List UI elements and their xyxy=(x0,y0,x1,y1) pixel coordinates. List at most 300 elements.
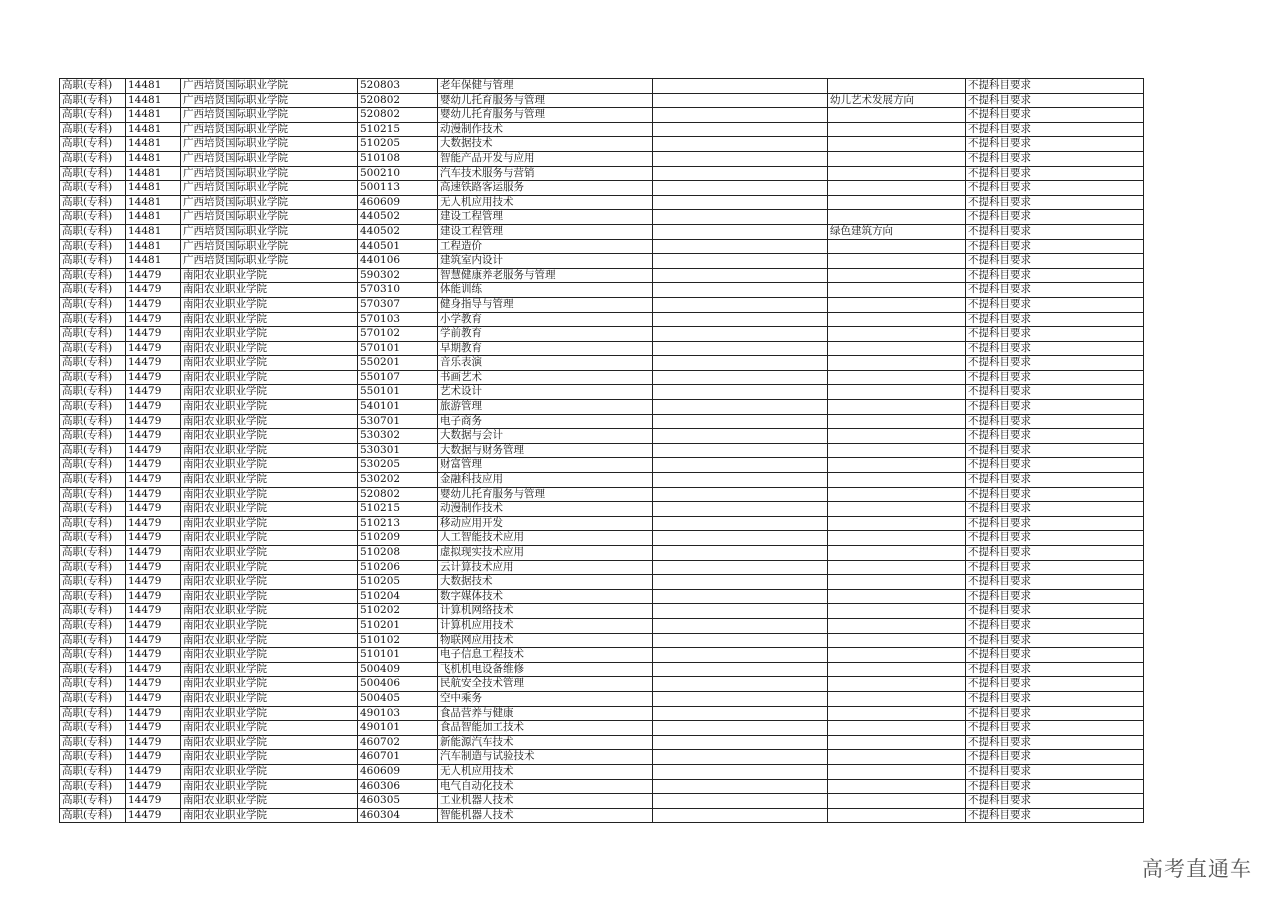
major-name-cell: 云计算技术应用 xyxy=(438,560,653,575)
major-name-cell: 大数据技术 xyxy=(438,137,653,152)
major-code-cell: 510215 xyxy=(358,122,438,137)
table-row xyxy=(60,400,1144,415)
note-cell xyxy=(653,458,828,473)
note-cell xyxy=(653,312,828,327)
subject-requirement-cell: 不提科目要求 xyxy=(966,764,1144,779)
major-name-cell: 音乐表演 xyxy=(438,356,653,371)
table-row xyxy=(60,327,1144,342)
subject-requirement-cell: 不提科目要求 xyxy=(966,297,1144,312)
school-code-cell: 14479 xyxy=(126,618,181,633)
note-cell xyxy=(653,706,828,721)
school-code-cell: 14479 xyxy=(126,283,181,298)
direction-cell xyxy=(828,122,966,137)
major-name-cell: 动漫制作技术 xyxy=(438,122,653,137)
direction-cell: 幼儿艺术发展方向 xyxy=(828,93,966,108)
level-cell: 高职(专科) xyxy=(60,516,126,531)
school-name-cell: 南阳农业职业学院 xyxy=(181,589,358,604)
level-cell: 高职(专科) xyxy=(60,764,126,779)
major-name-cell: 大数据与会计 xyxy=(438,429,653,444)
school-code-cell: 14479 xyxy=(126,516,181,531)
major-name-cell: 电子商务 xyxy=(438,414,653,429)
major-name-cell: 大数据与财务管理 xyxy=(438,443,653,458)
school-name-cell: 南阳农业职业学院 xyxy=(181,429,358,444)
level-cell: 高职(专科) xyxy=(60,93,126,108)
level-cell: 高职(专科) xyxy=(60,341,126,356)
note-cell xyxy=(653,575,828,590)
table-row xyxy=(60,151,1144,166)
level-cell: 高职(专科) xyxy=(60,400,126,415)
subject-requirement-cell: 不提科目要求 xyxy=(966,195,1144,210)
table-row xyxy=(60,210,1144,225)
level-cell: 高职(专科) xyxy=(60,414,126,429)
major-code-cell: 570307 xyxy=(358,297,438,312)
note-cell xyxy=(653,370,828,385)
note-cell xyxy=(653,516,828,531)
major-name-cell: 婴幼儿托育服务与管理 xyxy=(438,108,653,123)
note-cell xyxy=(653,195,828,210)
school-code-cell: 14481 xyxy=(126,108,181,123)
school-code-cell: 14479 xyxy=(126,633,181,648)
major-name-cell: 汽车技术服务与营销 xyxy=(438,166,653,181)
subject-requirement-cell: 不提科目要求 xyxy=(966,794,1144,809)
major-code-cell: 530202 xyxy=(358,473,438,488)
subject-requirement-cell: 不提科目要求 xyxy=(966,414,1144,429)
school-code-cell: 14479 xyxy=(126,677,181,692)
level-cell: 高职(专科) xyxy=(60,268,126,283)
major-name-cell: 高速铁路客运服务 xyxy=(438,181,653,196)
direction-cell xyxy=(828,764,966,779)
major-name-cell: 虚拟现实技术应用 xyxy=(438,546,653,561)
note-cell xyxy=(653,502,828,517)
subject-requirement-cell: 不提科目要求 xyxy=(966,808,1144,823)
direction-cell xyxy=(828,268,966,283)
subject-requirement-cell: 不提科目要求 xyxy=(966,575,1144,590)
subject-requirement-cell: 不提科目要求 xyxy=(966,604,1144,619)
note-cell xyxy=(653,341,828,356)
major-code-cell: 460609 xyxy=(358,764,438,779)
school-code-cell: 14479 xyxy=(126,706,181,721)
school-code-cell: 14481 xyxy=(126,181,181,196)
school-name-cell: 南阳农业职业学院 xyxy=(181,808,358,823)
note-cell xyxy=(653,268,828,283)
major-name-cell: 婴幼儿托育服务与管理 xyxy=(438,93,653,108)
level-cell: 高职(专科) xyxy=(60,487,126,502)
direction-cell xyxy=(828,429,966,444)
major-code-cell: 510205 xyxy=(358,575,438,590)
school-code-cell: 14479 xyxy=(126,794,181,809)
table-row xyxy=(60,254,1144,269)
school-name-cell: 南阳农业职业学院 xyxy=(181,268,358,283)
school-name-cell: 广西培贤国际职业学院 xyxy=(181,254,358,269)
school-name-cell: 南阳农业职业学院 xyxy=(181,721,358,736)
direction-cell xyxy=(828,443,966,458)
school-code-cell: 14479 xyxy=(126,356,181,371)
major-name-cell: 早期教育 xyxy=(438,341,653,356)
table-row xyxy=(60,370,1144,385)
direction-cell xyxy=(828,473,966,488)
note-cell xyxy=(653,122,828,137)
major-code-cell: 550107 xyxy=(358,370,438,385)
school-name-cell: 南阳农业职业学院 xyxy=(181,341,358,356)
major-code-cell: 490101 xyxy=(358,721,438,736)
table-row xyxy=(60,195,1144,210)
subject-requirement-cell: 不提科目要求 xyxy=(966,122,1144,137)
school-name-cell: 广西培贤国际职业学院 xyxy=(181,151,358,166)
school-name-cell: 南阳农业职业学院 xyxy=(181,400,358,415)
level-cell: 高职(专科) xyxy=(60,79,126,94)
school-name-cell: 广西培贤国际职业学院 xyxy=(181,79,358,94)
level-cell: 高职(专科) xyxy=(60,473,126,488)
school-name-cell: 南阳农业职业学院 xyxy=(181,414,358,429)
school-code-cell: 14481 xyxy=(126,254,181,269)
major-name-cell: 智慧健康养老服务与管理 xyxy=(438,268,653,283)
note-cell xyxy=(653,79,828,94)
major-code-cell: 440106 xyxy=(358,254,438,269)
table-row xyxy=(60,589,1144,604)
school-code-cell: 14479 xyxy=(126,721,181,736)
subject-requirement-cell: 不提科目要求 xyxy=(966,283,1144,298)
note-cell xyxy=(653,691,828,706)
subject-requirement-cell: 不提科目要求 xyxy=(966,268,1144,283)
subject-requirement-cell: 不提科目要求 xyxy=(966,735,1144,750)
school-code-cell: 14481 xyxy=(126,195,181,210)
note-cell xyxy=(653,794,828,809)
school-name-cell: 南阳农业职业学院 xyxy=(181,283,358,298)
table-row xyxy=(60,750,1144,765)
school-name-cell: 南阳农业职业学院 xyxy=(181,648,358,663)
subject-requirement-cell: 不提科目要求 xyxy=(966,633,1144,648)
table-row xyxy=(60,516,1144,531)
major-code-cell: 510208 xyxy=(358,546,438,561)
note-cell xyxy=(653,239,828,254)
table-row xyxy=(60,604,1144,619)
school-name-cell: 广西培贤国际职业学院 xyxy=(181,239,358,254)
direction-cell xyxy=(828,458,966,473)
note-cell xyxy=(653,429,828,444)
major-code-cell: 510108 xyxy=(358,151,438,166)
admission-table xyxy=(59,78,1144,823)
subject-requirement-cell: 不提科目要求 xyxy=(966,487,1144,502)
school-name-cell: 南阳农业职业学院 xyxy=(181,691,358,706)
major-name-cell: 婴幼儿托育服务与管理 xyxy=(438,487,653,502)
subject-requirement-cell: 不提科目要求 xyxy=(966,589,1144,604)
major-name-cell: 人工智能技术应用 xyxy=(438,531,653,546)
major-code-cell: 520802 xyxy=(358,108,438,123)
major-code-cell: 520803 xyxy=(358,79,438,94)
major-code-cell: 500406 xyxy=(358,677,438,692)
subject-requirement-cell: 不提科目要求 xyxy=(966,151,1144,166)
table-row xyxy=(60,414,1144,429)
subject-requirement-cell: 不提科目要求 xyxy=(966,312,1144,327)
school-name-cell: 南阳农业职业学院 xyxy=(181,487,358,502)
school-code-cell: 14479 xyxy=(126,531,181,546)
table-row xyxy=(60,181,1144,196)
level-cell: 高职(专科) xyxy=(60,195,126,210)
major-name-cell: 建筑室内设计 xyxy=(438,254,653,269)
table-row xyxy=(60,808,1144,823)
level-cell: 高职(专科) xyxy=(60,312,126,327)
major-name-cell: 移动应用开发 xyxy=(438,516,653,531)
major-name-cell: 民航安全技术管理 xyxy=(438,677,653,692)
note-cell xyxy=(653,108,828,123)
school-name-cell: 南阳农业职业学院 xyxy=(181,502,358,517)
major-name-cell: 动漫制作技术 xyxy=(438,502,653,517)
school-code-cell: 14479 xyxy=(126,604,181,619)
note-cell xyxy=(653,93,828,108)
table-row xyxy=(60,224,1144,239)
school-code-cell: 14479 xyxy=(126,691,181,706)
note-cell xyxy=(653,166,828,181)
school-name-cell: 南阳农业职业学院 xyxy=(181,794,358,809)
major-name-cell: 新能源汽车技术 xyxy=(438,735,653,750)
level-cell: 高职(专科) xyxy=(60,137,126,152)
note-cell xyxy=(653,283,828,298)
school-code-cell: 14479 xyxy=(126,735,181,750)
level-cell: 高职(专科) xyxy=(60,443,126,458)
major-name-cell: 学前教育 xyxy=(438,327,653,342)
note-cell xyxy=(653,648,828,663)
major-code-cell: 530701 xyxy=(358,414,438,429)
school-name-cell: 南阳农业职业学院 xyxy=(181,473,358,488)
table-row xyxy=(60,575,1144,590)
major-code-cell: 460702 xyxy=(358,735,438,750)
major-name-cell: 建设工程管理 xyxy=(438,210,653,225)
subject-requirement-cell: 不提科目要求 xyxy=(966,750,1144,765)
direction-cell xyxy=(828,400,966,415)
table-row xyxy=(60,443,1144,458)
level-cell: 高职(专科) xyxy=(60,691,126,706)
major-name-cell: 计算机网络技术 xyxy=(438,604,653,619)
table-row xyxy=(60,312,1144,327)
school-code-cell: 14479 xyxy=(126,370,181,385)
table-row xyxy=(60,93,1144,108)
note-cell xyxy=(653,721,828,736)
school-name-cell: 南阳农业职业学院 xyxy=(181,531,358,546)
note-cell xyxy=(653,443,828,458)
major-code-cell: 500405 xyxy=(358,691,438,706)
subject-requirement-cell: 不提科目要求 xyxy=(966,779,1144,794)
major-code-cell: 520802 xyxy=(358,93,438,108)
major-code-cell: 540101 xyxy=(358,400,438,415)
level-cell: 高职(专科) xyxy=(60,385,126,400)
subject-requirement-cell: 不提科目要求 xyxy=(966,400,1144,415)
major-name-cell: 书画艺术 xyxy=(438,370,653,385)
level-cell: 高职(专科) xyxy=(60,224,126,239)
major-code-cell: 510101 xyxy=(358,648,438,663)
subject-requirement-cell: 不提科目要求 xyxy=(966,691,1144,706)
table-row xyxy=(60,166,1144,181)
table-row xyxy=(60,560,1144,575)
major-code-cell: 510102 xyxy=(358,633,438,648)
direction-cell xyxy=(828,750,966,765)
major-code-cell: 460304 xyxy=(358,808,438,823)
note-cell xyxy=(653,181,828,196)
subject-requirement-cell: 不提科目要求 xyxy=(966,181,1144,196)
school-name-cell: 南阳农业职业学院 xyxy=(181,633,358,648)
level-cell: 高职(专科) xyxy=(60,575,126,590)
major-code-cell: 510201 xyxy=(358,618,438,633)
school-code-cell: 14481 xyxy=(126,224,181,239)
note-cell xyxy=(653,618,828,633)
note-cell xyxy=(653,210,828,225)
direction-cell xyxy=(828,604,966,619)
subject-requirement-cell: 不提科目要求 xyxy=(966,516,1144,531)
major-name-cell: 无人机应用技术 xyxy=(438,764,653,779)
school-name-cell: 广西培贤国际职业学院 xyxy=(181,137,358,152)
school-code-cell: 14479 xyxy=(126,429,181,444)
direction-cell xyxy=(828,195,966,210)
direction-cell xyxy=(828,531,966,546)
school-name-cell: 南阳农业职业学院 xyxy=(181,356,358,371)
school-code-cell: 14479 xyxy=(126,458,181,473)
note-cell xyxy=(653,662,828,677)
level-cell: 高职(专科) xyxy=(60,721,126,736)
direction-cell xyxy=(828,546,966,561)
table-row xyxy=(60,429,1144,444)
direction-cell xyxy=(828,210,966,225)
major-code-cell: 500210 xyxy=(358,166,438,181)
school-name-cell: 南阳农业职业学院 xyxy=(181,327,358,342)
level-cell: 高职(专科) xyxy=(60,633,126,648)
table-row xyxy=(60,677,1144,692)
school-code-cell: 14479 xyxy=(126,560,181,575)
major-name-cell: 老年保健与管理 xyxy=(438,79,653,94)
major-name-cell: 金融科技应用 xyxy=(438,473,653,488)
note-cell xyxy=(653,151,828,166)
note-cell xyxy=(653,254,828,269)
subject-requirement-cell: 不提科目要求 xyxy=(966,137,1144,152)
major-code-cell: 500409 xyxy=(358,662,438,677)
level-cell: 高职(专科) xyxy=(60,604,126,619)
direction-cell xyxy=(828,618,966,633)
school-name-cell: 南阳农业职业学院 xyxy=(181,546,358,561)
school-name-cell: 南阳农业职业学院 xyxy=(181,750,358,765)
major-code-cell: 510213 xyxy=(358,516,438,531)
level-cell: 高职(专科) xyxy=(60,735,126,750)
major-name-cell: 电气自动化技术 xyxy=(438,779,653,794)
subject-requirement-cell: 不提科目要求 xyxy=(966,370,1144,385)
major-name-cell: 建设工程管理 xyxy=(438,224,653,239)
direction-cell xyxy=(828,677,966,692)
major-code-cell: 440501 xyxy=(358,239,438,254)
subject-requirement-cell: 不提科目要求 xyxy=(966,677,1144,692)
level-cell: 高职(专科) xyxy=(60,560,126,575)
major-code-cell: 520802 xyxy=(358,487,438,502)
school-name-cell: 广西培贤国际职业学院 xyxy=(181,122,358,137)
major-name-cell: 物联网应用技术 xyxy=(438,633,653,648)
school-code-cell: 14479 xyxy=(126,473,181,488)
subject-requirement-cell: 不提科目要求 xyxy=(966,108,1144,123)
direction-cell xyxy=(828,341,966,356)
direction-cell xyxy=(828,779,966,794)
note-cell xyxy=(653,327,828,342)
school-name-cell: 南阳农业职业学院 xyxy=(181,312,358,327)
school-name-cell: 南阳农业职业学院 xyxy=(181,604,358,619)
major-code-cell: 490103 xyxy=(358,706,438,721)
direction-cell xyxy=(828,108,966,123)
major-code-cell: 510204 xyxy=(358,589,438,604)
table-row xyxy=(60,297,1144,312)
direction-cell xyxy=(828,166,966,181)
level-cell: 高职(专科) xyxy=(60,327,126,342)
direction-cell xyxy=(828,487,966,502)
table-body xyxy=(60,79,1144,823)
direction-cell xyxy=(828,560,966,575)
major-code-cell: 510205 xyxy=(358,137,438,152)
school-code-cell: 14479 xyxy=(126,385,181,400)
direction-cell xyxy=(828,370,966,385)
direction-cell xyxy=(828,414,966,429)
school-code-cell: 14479 xyxy=(126,750,181,765)
subject-requirement-cell: 不提科目要求 xyxy=(966,239,1144,254)
note-cell xyxy=(653,224,828,239)
school-name-cell: 南阳农业职业学院 xyxy=(181,735,358,750)
level-cell: 高职(专科) xyxy=(60,648,126,663)
school-code-cell: 14481 xyxy=(126,93,181,108)
direction-cell xyxy=(828,589,966,604)
subject-requirement-cell: 不提科目要求 xyxy=(966,648,1144,663)
school-name-cell: 南阳农业职业学院 xyxy=(181,575,358,590)
note-cell xyxy=(653,356,828,371)
school-name-cell: 南阳农业职业学院 xyxy=(181,618,358,633)
level-cell: 高职(专科) xyxy=(60,618,126,633)
table-row xyxy=(60,706,1144,721)
table-row xyxy=(60,385,1144,400)
level-cell: 高职(专科) xyxy=(60,706,126,721)
table-row xyxy=(60,268,1144,283)
major-name-cell: 电子信息工程技术 xyxy=(438,648,653,663)
major-code-cell: 510215 xyxy=(358,502,438,517)
school-code-cell: 14481 xyxy=(126,122,181,137)
table-row xyxy=(60,794,1144,809)
subject-requirement-cell: 不提科目要求 xyxy=(966,706,1144,721)
level-cell: 高职(专科) xyxy=(60,210,126,225)
major-code-cell: 510202 xyxy=(358,604,438,619)
subject-requirement-cell: 不提科目要求 xyxy=(966,356,1144,371)
direction-cell xyxy=(828,137,966,152)
major-code-cell: 570101 xyxy=(358,341,438,356)
level-cell: 高职(专科) xyxy=(60,589,126,604)
major-code-cell: 570103 xyxy=(358,312,438,327)
major-code-cell: 500113 xyxy=(358,181,438,196)
subject-requirement-cell: 不提科目要求 xyxy=(966,254,1144,269)
major-code-cell: 550101 xyxy=(358,385,438,400)
school-name-cell: 南阳农业职业学院 xyxy=(181,677,358,692)
major-name-cell: 小学教育 xyxy=(438,312,653,327)
major-name-cell: 健身指导与管理 xyxy=(438,297,653,312)
note-cell xyxy=(653,473,828,488)
subject-requirement-cell: 不提科目要求 xyxy=(966,473,1144,488)
note-cell xyxy=(653,677,828,692)
direction-cell xyxy=(828,633,966,648)
note-cell xyxy=(653,414,828,429)
subject-requirement-cell: 不提科目要求 xyxy=(966,443,1144,458)
school-name-cell: 南阳农业职业学院 xyxy=(181,297,358,312)
subject-requirement-cell: 不提科目要求 xyxy=(966,385,1144,400)
direction-cell xyxy=(828,385,966,400)
level-cell: 高职(专科) xyxy=(60,297,126,312)
direction-cell xyxy=(828,735,966,750)
direction-cell xyxy=(828,794,966,809)
direction-cell xyxy=(828,516,966,531)
table-row xyxy=(60,356,1144,371)
school-name-cell: 广西培贤国际职业学院 xyxy=(181,93,358,108)
major-name-cell: 财富管理 xyxy=(438,458,653,473)
school-code-cell: 14479 xyxy=(126,327,181,342)
major-name-cell: 工业机器人技术 xyxy=(438,794,653,809)
school-name-cell: 南阳农业职业学院 xyxy=(181,706,358,721)
subject-requirement-cell: 不提科目要求 xyxy=(966,429,1144,444)
